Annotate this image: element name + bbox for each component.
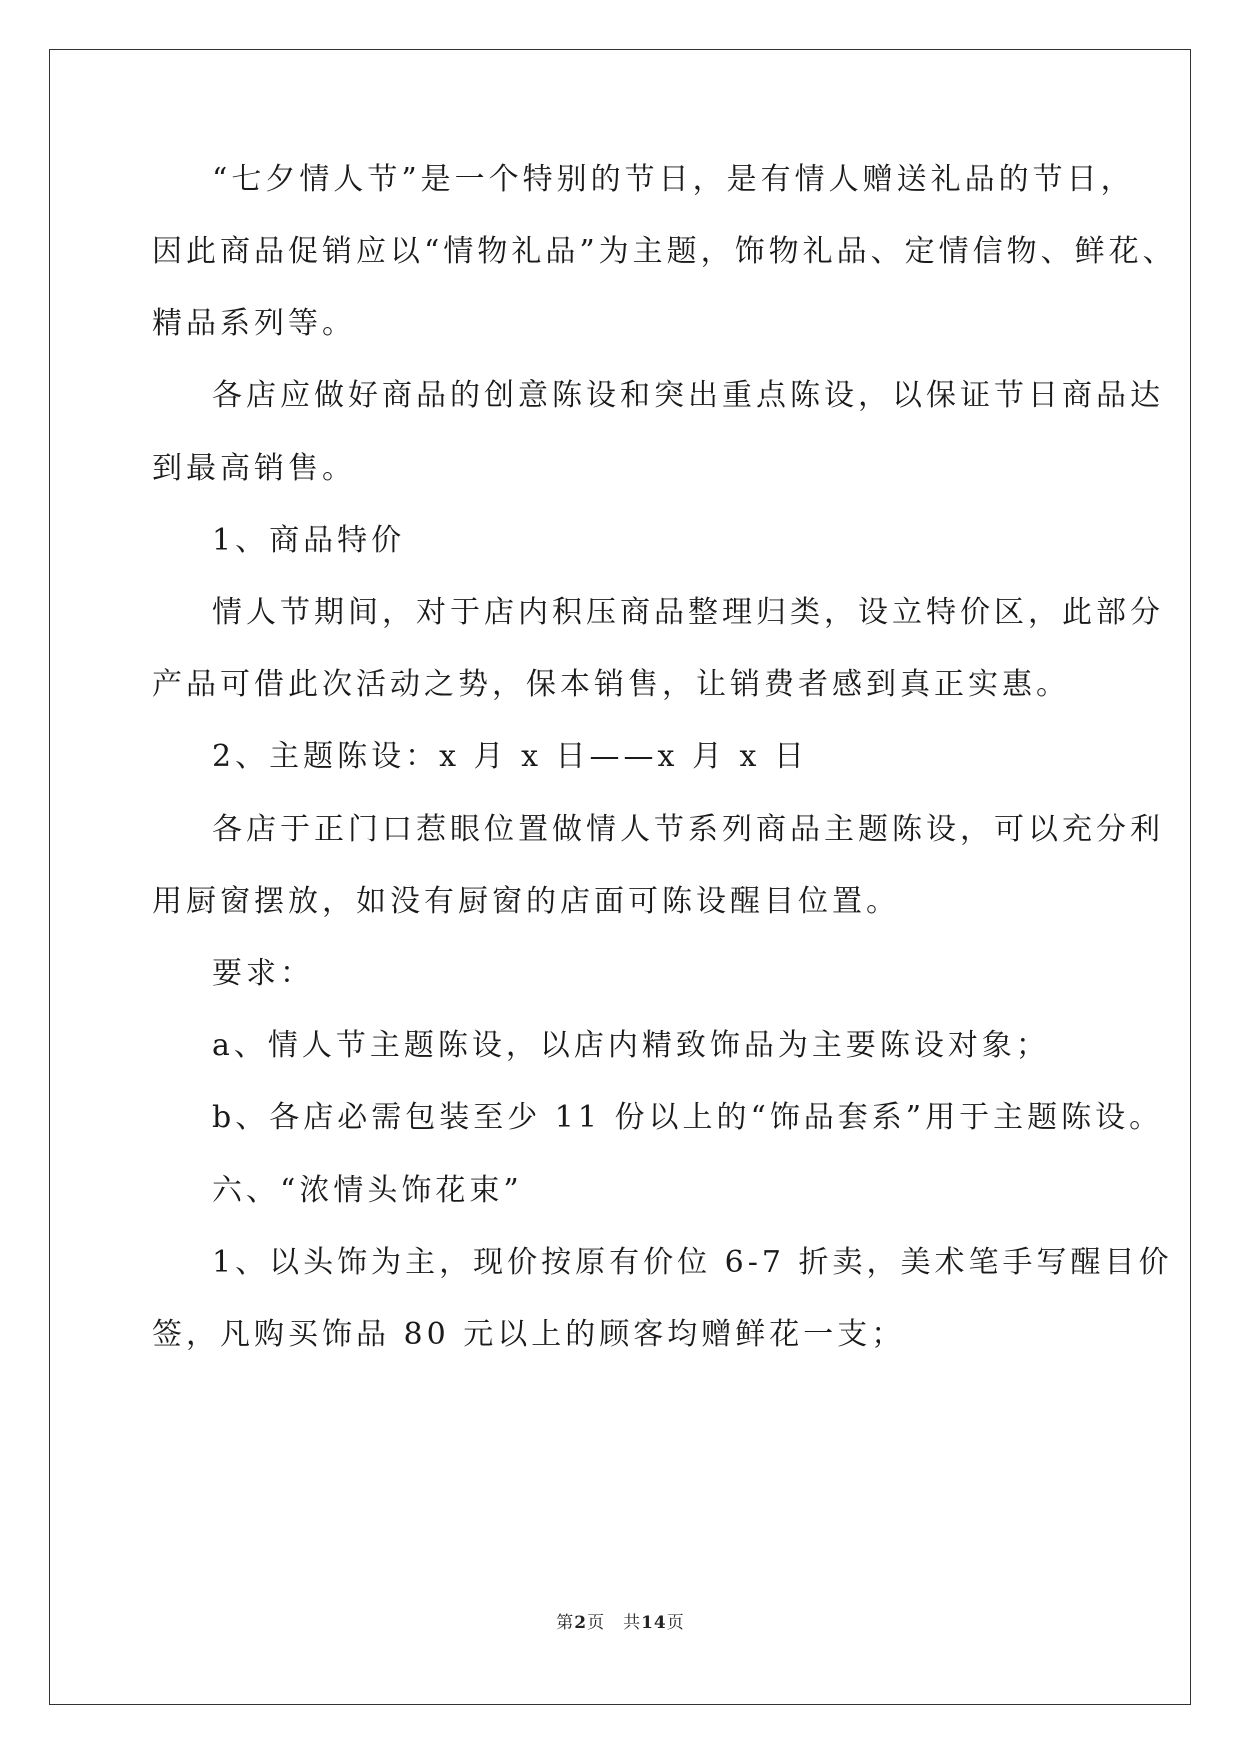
page-prefix: 第 (556, 1613, 575, 1633)
paragraph-line: “七夕情人节”是一个特别的节日，是有情人赠送礼品的节日， (212, 162, 1135, 197)
page-suffix: 页 (587, 1613, 606, 1633)
section-heading: 2、主题陈设：x 月 x 日——x 月 x 日 (212, 739, 808, 774)
paragraph-line: 精品系列等。 (152, 306, 356, 341)
total-prefix: 共 (623, 1613, 642, 1633)
page-border (49, 49, 1191, 1705)
paragraph-line: 签，凡购买饰品 80 元以上的顾客均赠鲜花一支； (152, 1317, 906, 1352)
total-suffix: 页 (666, 1613, 685, 1633)
page-number: 2 (574, 1613, 588, 1633)
paragraph-line: 要求： (212, 956, 314, 991)
list-item: a、情人节主题陈设，以店内精致饰品为主要陈设对象； (212, 1028, 1050, 1063)
paragraph-line: 各店应做好商品的创意陈设和突出重点陈设，以保证节日商品达 (212, 378, 1164, 413)
paragraph-line: 各店于正门口惹眼位置做情人节系列商品主题陈设，可以充分利 (212, 812, 1164, 847)
paragraph-line: 因此商品促销应以“情物礼品”为主题，饰物礼品、定情信物、鲜花、 (152, 234, 1177, 269)
page-footer (0, 1608, 1241, 1633)
section-heading: 六、“浓情头饰花束” (212, 1173, 523, 1208)
paragraph-line: 产品可借此次活动之势，保本销售，让销费者感到真正实惠。 (152, 667, 1070, 702)
section-heading: 1、商品特价 (212, 523, 406, 558)
paragraph-line: 用厨窗摆放，如没有厨窗的店面可陈设醒目位置。 (152, 884, 900, 919)
paragraph-line: 情人节期间，对于店内积压商品整理归类，设立特价区，此部分 (212, 595, 1164, 630)
total-pages: 14 (641, 1613, 667, 1633)
paragraph-line: 到最高销售。 (152, 451, 356, 486)
list-item: b、各店必需包装至少 11 份以上的“饰品套系”用于主题陈设。 (212, 1100, 1164, 1135)
paragraph-line: 1、以头饰为主，现价按原有价位 6-7 折卖，美术笔手写醒目价 (212, 1245, 1173, 1280)
